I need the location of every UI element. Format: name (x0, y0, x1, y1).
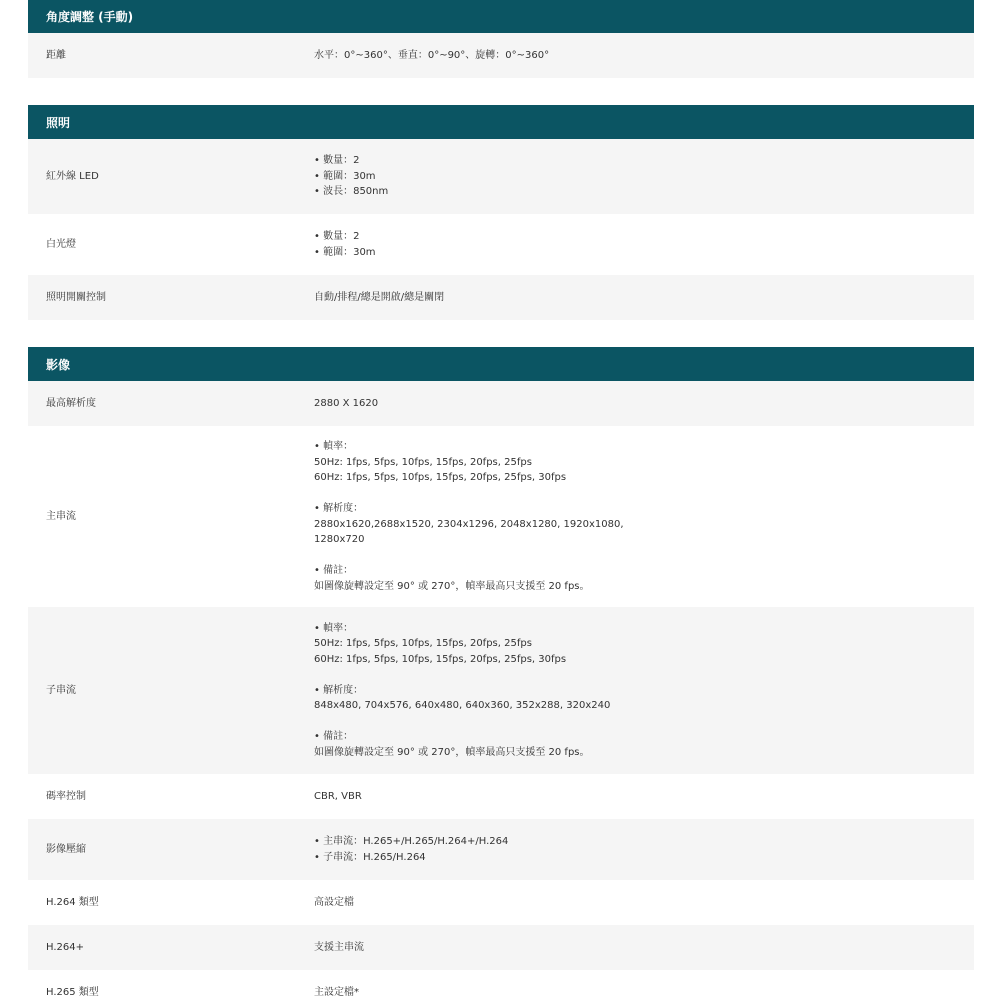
spec-value-line: • 子串流：H.265/H.264 (314, 851, 426, 863)
spec-label: 主串流 (46, 510, 76, 522)
spec-value (296, 426, 974, 607)
spec-value-line: 2880 X 1620 (314, 397, 379, 409)
spec-row-video-compression (28, 819, 974, 880)
spec-label: 白光燈 (46, 238, 76, 250)
spec-value (296, 214, 974, 275)
spacer (314, 667, 974, 683)
spec-value-line: • 備註： (314, 731, 354, 743)
section-video (28, 347, 974, 1000)
spec-row-bitrate-control (28, 774, 974, 819)
spec-value-line: • 備註： (314, 565, 354, 576)
spec-row-h265-type (28, 970, 974, 1000)
spec-value (296, 819, 974, 880)
spec-value (296, 139, 974, 214)
spec-value-line: CBR, VBR (314, 790, 362, 802)
spec-label: 距離 (46, 49, 66, 61)
spec-value-line: 60Hz: 1fps, 5fps, 10fps, 15fps, 20fps, 25fps, 30fps (314, 653, 567, 665)
spec-label: 影像壓縮 (46, 843, 86, 855)
spec-value-line: 高設定檔 (314, 896, 354, 908)
spec-value-line: 2880x1620,2688x1520, 2304x1296, 2048x1280, 1920x1080, (314, 518, 624, 530)
spec-label: 照明開關控制 (46, 291, 106, 303)
spec-label: 子串流 (46, 684, 76, 696)
spec-value (296, 33, 974, 78)
section-title-angle: 角度調整 (手動) (28, 0, 974, 33)
spacer (314, 548, 974, 564)
spec-value-line: 848x480, 704x576, 640x480, 640x360, 352x288, 320x240 (314, 700, 611, 712)
spec-value-line: 1280x720 (314, 534, 365, 545)
spec-row-white-light (28, 214, 974, 275)
spec-value (296, 607, 974, 774)
spec-value-line: • 範圍：30m (314, 246, 376, 258)
spec-value-line: 50Hz: 1fps, 5fps, 10fps, 15fps, 20fps, 25fps (314, 638, 532, 650)
spec-row-h264-type (28, 880, 974, 925)
spec-row-ir-led (28, 139, 974, 214)
spec-value (296, 970, 974, 1000)
spec-value-line: • 解析度： (314, 503, 364, 514)
spec-value-line: 如圖像旋轉設定至 90° 或 270°，幀率最高只支援至 20 fps。 (314, 746, 590, 758)
section-title-video: 影像 (28, 347, 974, 381)
spec-row-distance (28, 33, 974, 78)
section-title-lighting: 照明 (28, 105, 974, 139)
spec-label: H.265 類型 (46, 986, 99, 998)
spec-label: 紅外線 LED (46, 170, 99, 182)
spec-value (296, 925, 974, 970)
spec-value-line: • 幀率： (314, 441, 354, 452)
spec-value-line: 60Hz: 1fps, 5fps, 10fps, 15fps, 20fps, 25fps, 30fps (314, 472, 567, 483)
spec-value (296, 275, 974, 320)
spec-label: H.264+ (46, 941, 84, 953)
spec-value-line: • 幀率： (314, 622, 354, 634)
spec-value-line: • 範圍：30m (314, 170, 376, 182)
spec-value-line: • 數量：2 (314, 155, 360, 167)
spec-value-line: 支援主串流 (314, 941, 364, 953)
spec-value (296, 774, 974, 819)
section-lighting (28, 105, 974, 320)
spec-row-main-stream (28, 426, 974, 607)
spec-value-line: • 數量：2 (314, 231, 360, 242)
spec-row-sub-stream (28, 607, 974, 774)
spec-value-line: 自動/排程/總是開啟/總是關閉 (314, 291, 445, 303)
section-angle (28, 0, 974, 78)
spec-value-line: • 主串流：H.265+/H.265/H.264+/H.264 (314, 836, 509, 847)
spec-row-light-switch (28, 275, 974, 320)
spec-row-max-resolution (28, 381, 974, 426)
spec-value-line: • 解析度： (314, 684, 364, 696)
spec-label: H.264 類型 (46, 896, 99, 908)
spec-value-line: 如圖像旋轉設定至 90° 或 270°，幀率最高只支援至 20 fps。 (314, 580, 590, 592)
spacer (314, 714, 974, 730)
spec-value (296, 880, 974, 925)
spec-row-h264-plus (28, 925, 974, 970)
spec-value-line: 水平：0°~360°、垂直：0°~90°、旋轉：0°~360° (314, 49, 550, 61)
spec-value-line: • 波長：850nm (314, 186, 389, 198)
spec-label: 最高解析度 (46, 397, 96, 409)
spec-value (296, 381, 974, 426)
spec-value-line: 50Hz: 1fps, 5fps, 10fps, 15fps, 20fps, 25fps (314, 456, 532, 468)
spacer (314, 486, 974, 502)
spec-value-line: 主設定檔* (314, 986, 359, 998)
spec-label: 碼率控制 (46, 790, 86, 802)
